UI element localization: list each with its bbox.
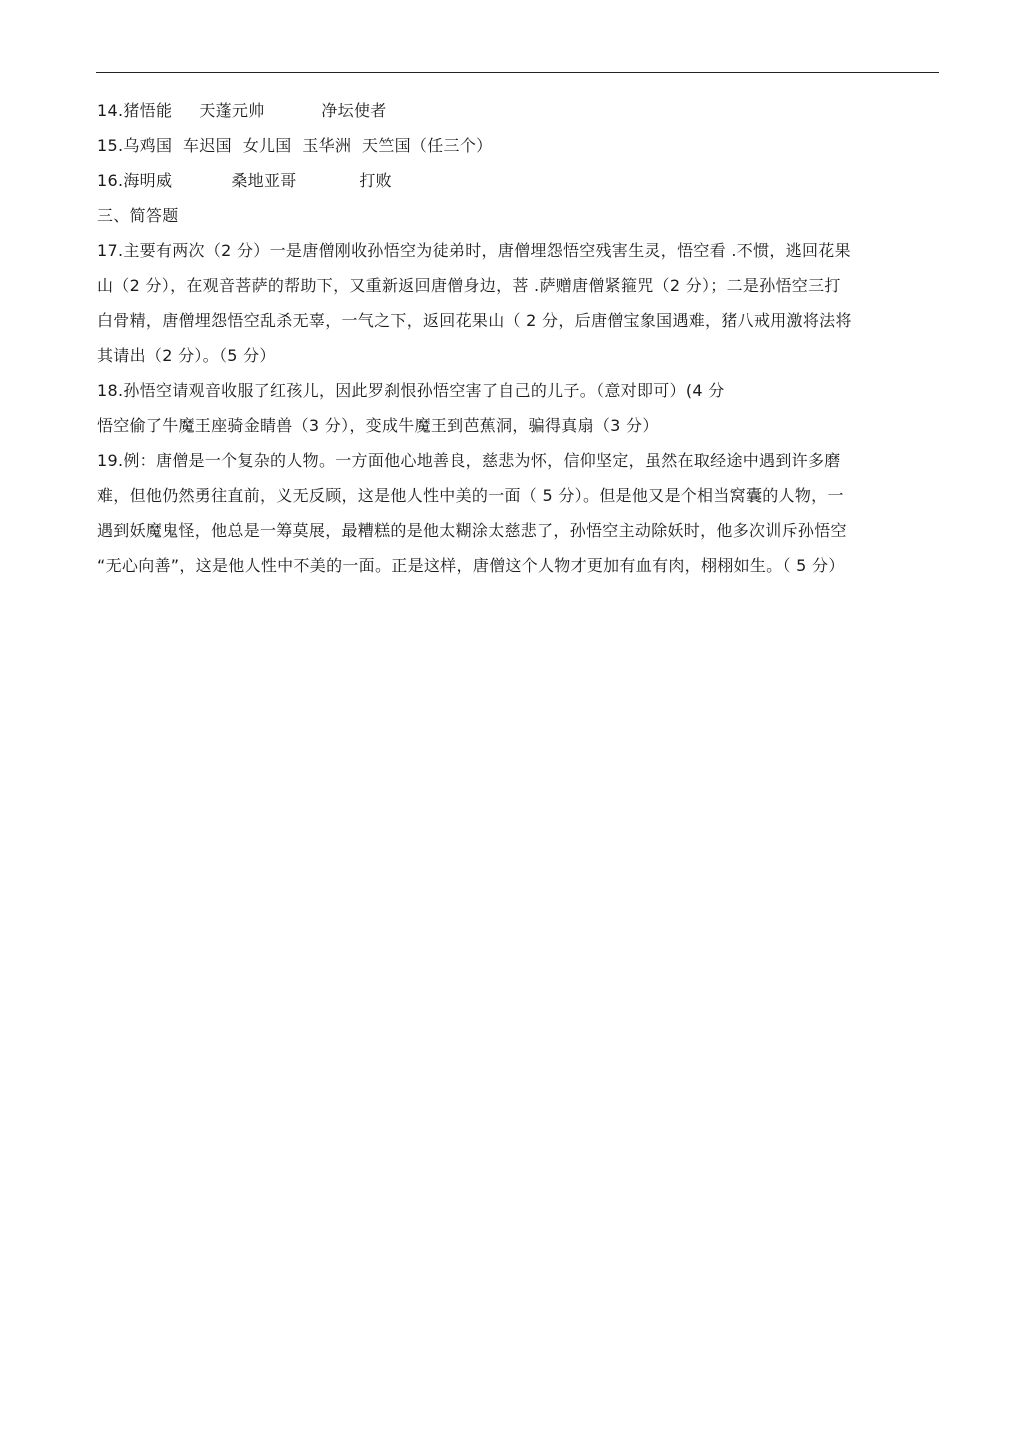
answer-16-item-2: 桑地亚哥: [231, 171, 297, 190]
answer-19-line-3: 遇到妖魔鬼怪，他总是一筹莫展，最糟糕的是他太糊涂太慈悲了，孙悟空主动除妖时，他多次训斥孙悟空: [97, 521, 847, 540]
header-rule: [96, 72, 939, 73]
answer-19-line-1: 19.例：唐僧是一个复杂的人物。一方面他心地善良，慈悲为怀，信仰坚定，虽然在取经途中遇到许多磨: [97, 451, 841, 470]
answer-15: 15.乌鸡国 车迟国 女儿国 玉华洲 天竺国（任三个）: [97, 136, 493, 155]
answer-17-line-4: 其请出（2 分）。（5 分）: [97, 346, 276, 365]
answer-18-line-2: 悟空偷了牛魔王座骑金睛兽（3 分），变成牛魔王到芭蕉洞，骗得真扇（3 分）: [97, 416, 659, 435]
answer-17-line-1: 17.主要有两次（2 分）一是唐僧刚收孙悟空为徒弟时，唐僧埋怨悟空残害生灵，悟空看 .不惯，逃回花果: [97, 241, 851, 260]
answer-16: [97, 163, 939, 198]
answer-16-item-1: 海明威: [123, 171, 173, 190]
answer-17-line-2: 山（2 分），在观音菩萨的帮助下，又重新返回唐僧身边，菩 .萨赠唐僧紧箍咒（2 分）；二是孙悟空三打: [97, 276, 841, 295]
answer-19-line-4: “无心向善”，这是他人性中不美的一面。正是这样，唐僧这个人物才更加有血有肉，栩栩如生。（ 5 分）: [97, 556, 845, 575]
answer-16-item-3: 打败: [359, 171, 392, 190]
answer-17-line-3: 白骨精，唐僧埋怨悟空乱杀无辜，一气之下，返回花果山（ 2 分，后唐僧宝象国遇难，猪八戒用激将法将: [97, 311, 852, 330]
answer-14-number: 14.: [97, 101, 124, 120]
answer-14: [97, 93, 939, 128]
answer-14-item-2: 天蓬元帅: [199, 101, 265, 120]
answer-16-number: 16.: [97, 171, 124, 190]
answer-content: [97, 93, 939, 583]
section-heading: 三、简答题: [97, 206, 179, 225]
answer-14-item-1: 猪悟能: [123, 101, 173, 120]
answer-14-item-3: 净坛使者: [321, 101, 387, 120]
answer-18-line-1: 18.孙悟空请观音收服了红孩儿，因此罗刹恨孙悟空害了自己的儿子。（意对即可）(4 分: [97, 381, 725, 400]
answer-19-line-2: 难，但他仍然勇往直前，义无反顾，这是他人性中美的一面（ 5 分）。但是他又是个相当窝囊的人物，一: [97, 486, 844, 505]
